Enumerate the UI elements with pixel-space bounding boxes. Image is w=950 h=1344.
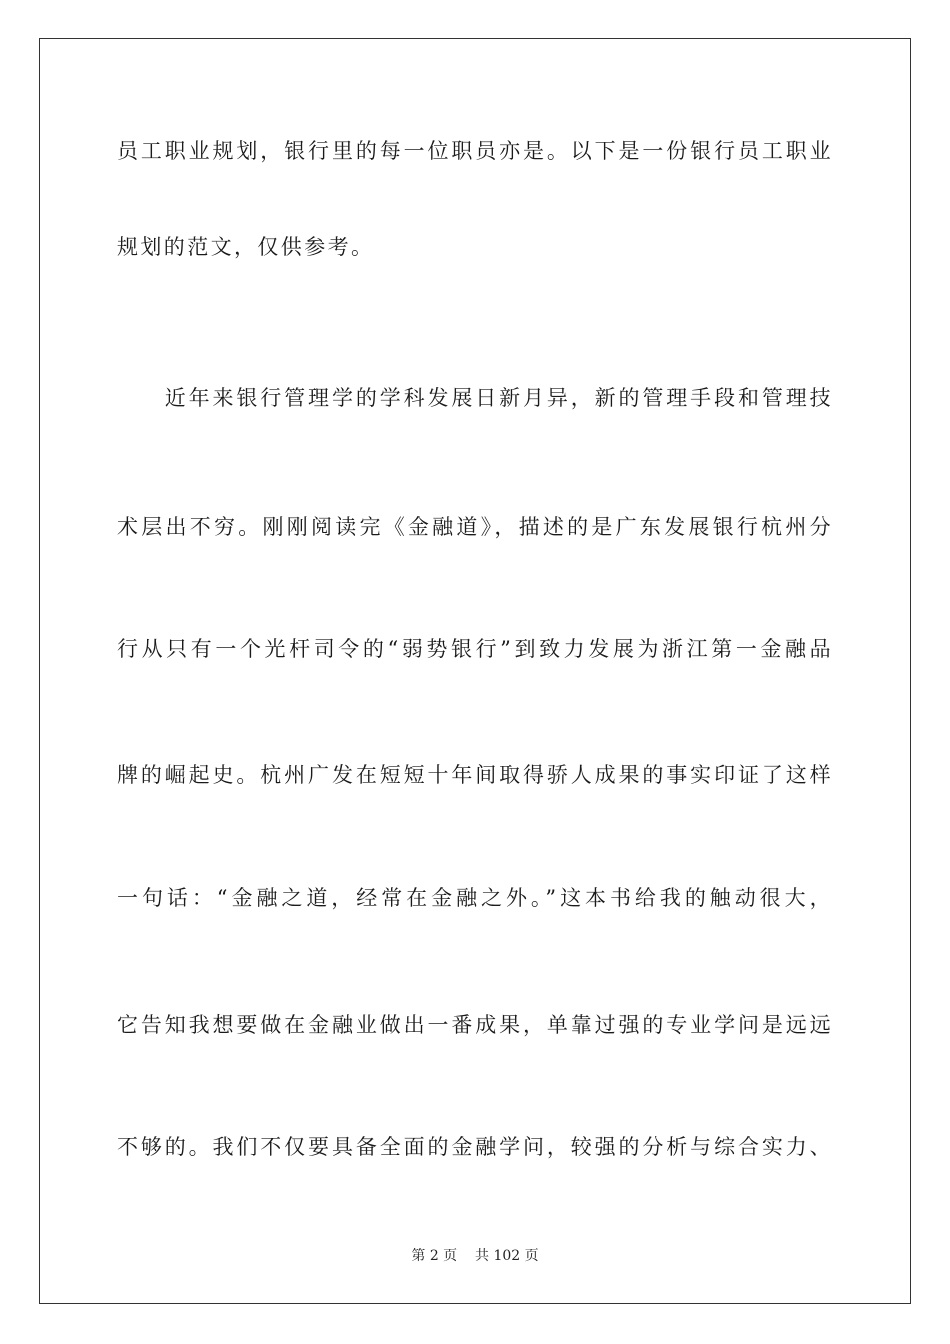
body-text-line: 员工职业规划，银行里的每一位职员亦是。以下是一份银行员工职业 [117,139,833,163]
body-text-line: 近年来银行管理学的学科发展日新月异，新的管理手段和管理技 [117,386,833,410]
body-text-line: 规划的范文，仅供参考。 [117,235,375,259]
body-text-line: 术层出不穷。刚刚阅读完《金融道》，描述的是广东发展银行杭州分 [117,515,833,539]
body-text-line: 不够的。我们不仅要具备全面的金融学问，较强的分析与综合实力、 [117,1135,833,1159]
body-text-line: 它告知我想要做在金融业做出一番成果，单靠过强的专业学问是远远 [117,1013,833,1037]
page-total: 共 102 页 [475,1248,539,1264]
page-border [39,38,911,1304]
page-footer [0,1247,950,1265]
body-text-line: 一句话：“金融之道，经常在金融之外。”这本书给我的触动很大， [117,886,833,910]
page-number: 第 2 页 [411,1248,458,1264]
body-text-line: 行从只有一个光杆司令的“弱势银行”到致力发展为浙江第一金融品 [117,637,833,661]
body-text-line: 牌的崛起史。杭州广发在短短十年间取得骄人成果的事实印证了这样 [117,763,833,787]
